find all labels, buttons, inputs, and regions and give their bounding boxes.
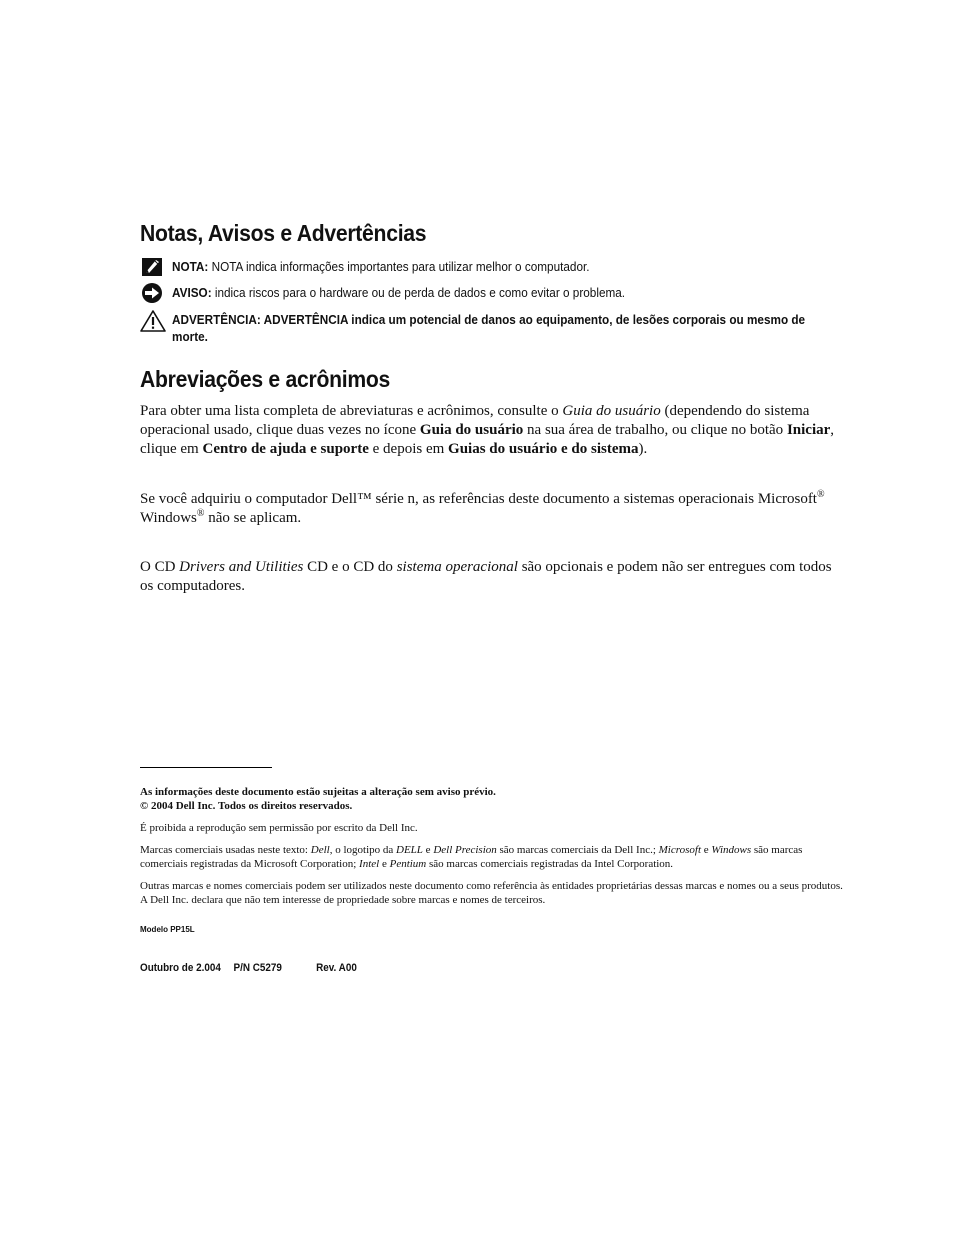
footer-reproduction: É proibida a reprodução sem permissão por escrito da Dell Inc. [140,822,418,834]
tm-text: Marcas comerciais usadas neste texto: [140,844,311,856]
tm-text: , o logotipo da [329,844,397,856]
registered-mark: ® [816,489,825,500]
paragraph-abbreviations [140,402,845,459]
nota-text: NOTA indica informações importantes para utilizar melhor o computador. [208,260,590,274]
tm-text: e [701,844,712,856]
p1-text: Para obter uma lista completa de abreviaturas e acrônimos, consulte o [140,403,563,419]
nota-label: NOTA: [172,260,209,274]
tm-text: são marcas comerciais registradas da Intel Corporation. [426,858,674,870]
paragraph-n-series [140,490,845,528]
footer-notice [140,785,850,813]
p2-text: Se você adquiriu o computador Dell™ série n, as referências deste documento a sistemas operacionais Microsoft [140,491,817,507]
part-number: P/N C5279 [233,962,282,974]
tm-italic: Dell [310,844,330,856]
model-number: Modelo PP15L [140,925,195,934]
paragraph-cds [140,558,845,596]
tm-text: e [422,844,434,856]
p3-italic-drivers: Drivers and Utilities [179,559,304,575]
p1-text: e depois em [368,441,449,457]
print-info [140,962,357,974]
revision: Rev. A00 [316,962,357,974]
arrow-notice-icon [140,283,164,303]
p1-bold-start: Iniciar [786,422,831,438]
tm-italic: Dell Precision [433,844,497,856]
footer-copyright: © 2004 Dell Inc. Todos os direitos reservados. [140,800,353,812]
p2-text: não se aplicam. [204,510,302,526]
tm-text: são marcas comerciais registradas da Microsoft Corporation; [140,844,803,870]
warning-triangle-icon [140,310,164,330]
tm-italic: Microsoft [658,844,702,856]
tm-italic: DELL [396,844,423,856]
p1-text: , clique em [140,422,835,457]
tm-text: e [379,858,390,870]
p1-text: ). [638,441,648,457]
footer-trademarks [140,843,850,871]
aviso-text: indica riscos para o hardware ou de perda de dados e como evitar o problema. [211,286,626,300]
tm-italic: Windows [711,844,752,856]
p3-text: são opcionais e podem não ser entregues com todos os computadores. [140,559,832,594]
p3-text: CD e o CD do [303,559,397,575]
print-date: Outubro de 2.004 [140,962,221,974]
advertencia-text-line2: morte. [172,330,208,344]
p1-bold-help-center: Centro de ajuda e suporte [202,441,369,457]
p1-text: na sua área de trabalho, ou clique no botão [523,422,787,438]
p3-italic-os: sistema operacional [396,559,518,575]
p1-text: (dependendo do sistema operacional usado, clique duas vezes no ícone [140,403,810,438]
footer-other-marks: Outras marcas e nomes comerciais podem ser utilizados neste documento como referência às entidades proprietárias dessas marcas e nomes ou a seus produtos. A Dell Inc. declara que não tem interesse de propriedade sobre marcas e nomes de terceiros. [140,880,843,906]
tm-italic: Intel [359,858,380,870]
pencil-note-icon [140,257,164,277]
p1-italic-guide: Guia do usuário [562,403,661,419]
p1-bold-user-guides: Guias do usuário e do sistema [448,441,639,457]
tm-text: são marcas comerciais da Dell Inc.; [496,844,659,856]
advertencia-label: ADVERTÊNCIA: [172,313,261,327]
footer-subject-to-change: As informações deste documento estão sujeitas a alteração sem aviso prévio. [140,786,496,798]
p3-text: O CD [140,559,180,575]
section-title-abbreviations: Abreviações e acrônimos [140,366,391,392]
footer-divider [140,767,272,768]
p1-bold-guide-icon-name: Guia do usuário [419,422,524,438]
aviso-label: AVISO: [172,286,212,300]
tm-italic: Pentium [389,858,427,870]
registered-mark: ® [196,508,205,519]
p2-text: Windows [140,510,197,526]
section-title-notes: Notas, Avisos e Advertências [140,220,427,246]
advertencia-text-line1: ADVERTÊNCIA indica um potencial de danos ao equipamento, de lesões corporais ou mesmo de [260,313,806,327]
